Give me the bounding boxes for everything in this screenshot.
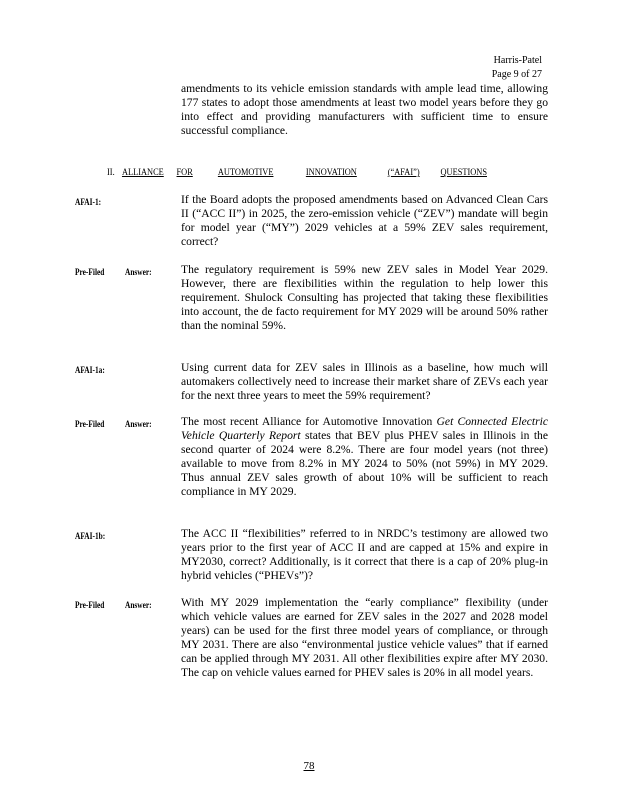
report-title: Get Connected Electric Vehicle Quarterly Report	[181, 415, 548, 442]
answer-1a-text-end: states that BEV plus PHEV sales in Illinois in the second quarter of 2024 were 8.2%. There are four model years (not three) available to move from 8.2% in MY 2024 to 50% (not 59%) in MY 2029. Thus annual ZEV sales growth of about 10% will be sufficient to reach compliance in MY 2029.	[181, 429, 548, 498]
question-1b: The ACC II “flexibilities” referred to in NRDC’s testimony are allowed two years prior to the first year of ACC II and are capped at 15% and expire in MY2030, correct? Additionally, is it correct that there is a cap of 20% plug-in hybrid vehicles (“PHEVs”)?	[181, 527, 548, 582]
answer-1b: With MY 2029 implementation the “early compliance” flexibility (under which vehicle values are earned for ZEV sales in the 2027 and 2028 model years) can be used for the first three model years of compliance, or through MY 2031. There are also “environmental justice vehicle values” that if earned can be applied through MY 2031. All other flexibilities expire after MY 2030. The cap on vehicle values earned for PHEV sales is 20% in all model years.	[181, 596, 548, 679]
prefiled-label-3: Pre-Filed	[75, 600, 105, 610]
answer-1a	[181, 415, 548, 499]
prefiled-label-1: Pre-Filed	[75, 267, 105, 277]
question-id-1: AFAI-1:	[75, 197, 102, 207]
section-word-innovation: INNOVATION	[305, 168, 357, 178]
question-1: If the Board adopts the proposed amendments based on Advanced Clean Cars II (“ACC II”) in 2025, the zero-emission vehicle (“ZEV”) mandate will begin for model year (“MY”) 2029 vehicles at a 59% ZEV sales requirement, correct?	[181, 193, 548, 248]
question-1a: Using current data for ZEV sales in Illinois as a baseline, how much will automakers collectively need to increase their market share of ZEVs each year for the next three years to meet the 59% requirement?	[181, 361, 548, 402]
question-id-1a: AFAI-1a:	[75, 365, 105, 375]
answer-1a-text-start: The most recent Alliance for Automotive Innovation	[181, 415, 437, 428]
answer-label-1: Answer:	[125, 267, 152, 277]
section-word-automotive: AUTOMOTIVE	[217, 168, 274, 178]
prefiled-label-2: Pre-Filed	[75, 419, 105, 429]
section-number: II.	[107, 168, 115, 178]
intro-paragraph: amendments to its vehicle emission standards with ample lead time, allowing 177 states to adopt those amendments at least two model years before they go into effect and providing manufacturers with sufficient time to ensure successful compliance.	[181, 82, 548, 137]
section-word-questions: QUESTIONS	[440, 168, 487, 178]
question-id-1b: AFAI-1b:	[75, 531, 106, 541]
section-word-afai: (“AFAI”)	[387, 168, 420, 178]
answer-1: The regulatory requirement is 59% new ZEV sales in Model Year 2029. However, there are flexibilities within the regulation to help lower this requirement. Shulock Consulting has projected that taking these flexibilities into account, the de facto requirement for MY 2029 will be around 50% rather than the nominal 59%.	[181, 263, 548, 332]
header-name: Harris-Patel	[493, 55, 542, 66]
section-word-alliance: ALLIANCE	[121, 168, 164, 178]
section-word-for: FOR	[176, 168, 193, 178]
page-number: 78	[303, 760, 315, 772]
answer-label-3: Answer:	[125, 600, 152, 610]
answer-label-2: Answer:	[125, 419, 152, 429]
header-page: Page 9 of 27	[491, 69, 542, 80]
